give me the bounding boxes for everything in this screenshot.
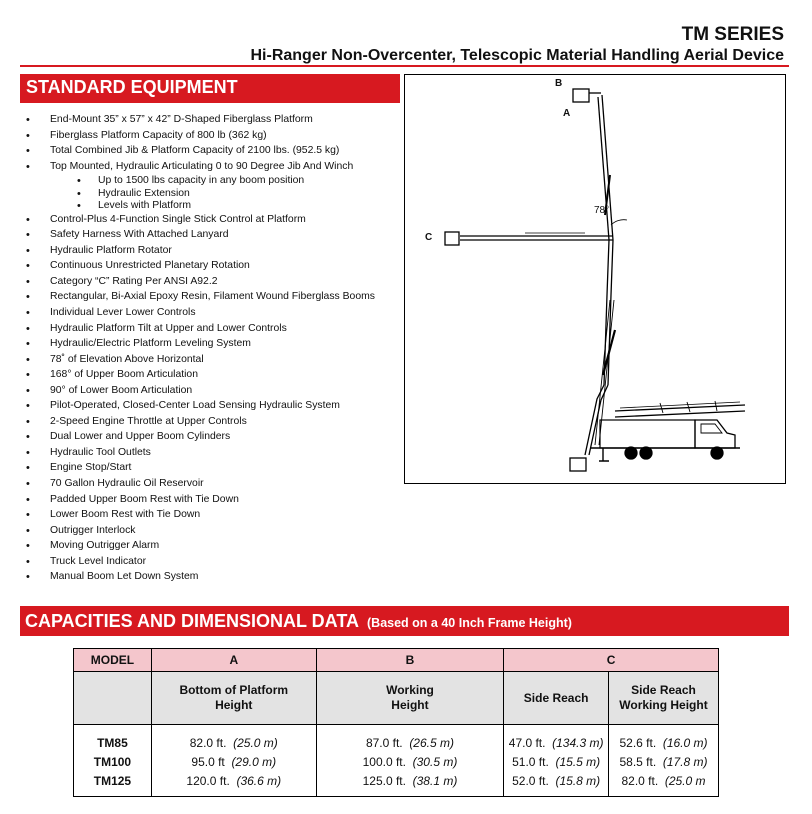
list-item: • Hydraulic Tool Outlets bbox=[26, 446, 406, 462]
column-header-model: MODEL bbox=[74, 649, 152, 672]
table-row: TM100 95.0 ft (29.0 m) 100.0 ft. (30.5 m) 51.0 ft. (15.5 m) 58.5 ft. (17.8 m) bbox=[74, 752, 719, 771]
section-divider bbox=[20, 101, 400, 103]
list-item: • Engine Stop/Start bbox=[26, 461, 406, 477]
list-item: • Safety Harness With Attached Lanyard bbox=[26, 228, 406, 244]
label-a: A bbox=[563, 108, 571, 119]
header-divider bbox=[20, 65, 789, 67]
list-item: • Top Mounted, Hydraulic Articulating 0 to 90 Degree Jib And Winch bbox=[26, 160, 406, 176]
table-row: TM85 82.0 ft. (25.0 m) 87.0 ft. (26.5 m) 47.0 ft. (134.3 m) 52.6 ft. (16.0 m) bbox=[74, 733, 719, 752]
list-item: • Category “C” Rating Per ANSI A92.2 bbox=[26, 275, 406, 291]
list-item: • 78˚ of Elevation Above Horizontal bbox=[26, 353, 406, 369]
list-item: • Control-Plus 4-Function Single Stick Control at Platform bbox=[26, 213, 406, 229]
document-subtitle: Hi-Ranger Non-Overcenter, Telescopic Material Handling Aerial Device bbox=[250, 47, 784, 64]
list-item: • Outrigger Interlock bbox=[26, 524, 406, 540]
list-item: • 90° of Lower Boom Articulation bbox=[26, 384, 406, 400]
subheader-a: Bottom of Platform Height bbox=[151, 672, 316, 725]
label-b: B bbox=[555, 78, 563, 89]
subheader-c2: Side Reach Working Height bbox=[609, 672, 719, 725]
series-title: TM SERIES bbox=[681, 24, 784, 45]
sub-list-item: • Hydraulic Extension bbox=[26, 188, 406, 201]
standard-equipment-heading: STANDARD EQUIPMENT bbox=[20, 74, 400, 101]
stowed-boom bbox=[615, 405, 745, 411]
capacities-note: (Based on a 40 Inch Frame Height) bbox=[367, 616, 572, 630]
subheader-b: Working Height bbox=[316, 672, 504, 725]
list-item: • 70 Gallon Hydraulic Oil Reservoir bbox=[26, 477, 406, 493]
platform-side bbox=[445, 232, 459, 245]
list-item: • Moving Outrigger Alarm bbox=[26, 539, 406, 555]
list-item: • Continuous Unrestricted Planetary Rotation bbox=[26, 259, 406, 275]
capacities-table bbox=[73, 648, 719, 797]
list-item: • Hydraulic/Electric Platform Leveling System bbox=[26, 337, 406, 353]
table-row: TM125 120.0 ft. (36.6 m) 125.0 ft. (38.1 m) 52.0 ft. (15.8 m) 82.0 ft. (25.0 m bbox=[74, 771, 719, 797]
table-subheader-row bbox=[74, 672, 719, 725]
list-item: • Dual Lower and Upper Boom Cylinders bbox=[26, 430, 406, 446]
list-item: • Padded Upper Boom Rest with Tie Down bbox=[26, 493, 406, 509]
column-header-b: B bbox=[316, 649, 504, 672]
standard-equipment-list bbox=[26, 113, 406, 586]
subheader-c1: Side Reach bbox=[504, 672, 609, 725]
list-item: • End-Mount 35” x 57” x 42” D-Shaped Fiberglass Platform bbox=[26, 113, 406, 129]
list-item: • Truck Level Indicator bbox=[26, 555, 406, 571]
boom-diagram-svg bbox=[405, 75, 785, 483]
column-header-c: C bbox=[504, 649, 719, 672]
list-item: • Lower Boom Rest with Tie Down bbox=[26, 508, 406, 524]
truck-body bbox=[600, 420, 695, 448]
sub-list-item: • Up to 1500 lbs capacity in any boom position bbox=[26, 175, 406, 188]
label-c: C bbox=[425, 232, 433, 243]
list-item: • Pilot-Operated, Closed-Center Load Sensing Hydraulic System bbox=[26, 399, 406, 415]
list-item: • Hydraulic Platform Rotator bbox=[26, 244, 406, 260]
list-item: • Fiberglass Platform Capacity of 800 lb (362 kg) bbox=[26, 129, 406, 145]
list-item: • Manual Boom Let Down System bbox=[26, 570, 406, 586]
list-item: • Hydraulic Platform Tilt at Upper and Lower Controls bbox=[26, 322, 406, 338]
subheader-empty bbox=[74, 672, 152, 725]
capacities-title: CAPACITIES AND DIMENSIONAL DATA bbox=[25, 611, 360, 631]
platform-top bbox=[573, 89, 589, 102]
angle-label: 78° bbox=[594, 205, 610, 216]
list-item: • 168° of Upper Boom Articulation bbox=[26, 368, 406, 384]
column-header-a: A bbox=[151, 649, 316, 672]
capacities-heading bbox=[20, 606, 789, 636]
list-item: • Rectangular, Bi-Axial Epoxy Resin, Filament Wound Fiberglass Booms bbox=[26, 290, 406, 306]
boom-reach-diagram bbox=[404, 74, 786, 484]
list-item: • 2-Speed Engine Throttle at Upper Controls bbox=[26, 415, 406, 431]
platform-bottom bbox=[570, 458, 586, 471]
table-header-row bbox=[74, 649, 719, 672]
list-item: • Individual Lever Lower Controls bbox=[26, 306, 406, 322]
sub-list-item: • Levels with Platform bbox=[26, 200, 406, 213]
list-item: • Total Combined Jib & Platform Capacity of 2100 lbs. (952.5 kg) bbox=[26, 144, 406, 160]
